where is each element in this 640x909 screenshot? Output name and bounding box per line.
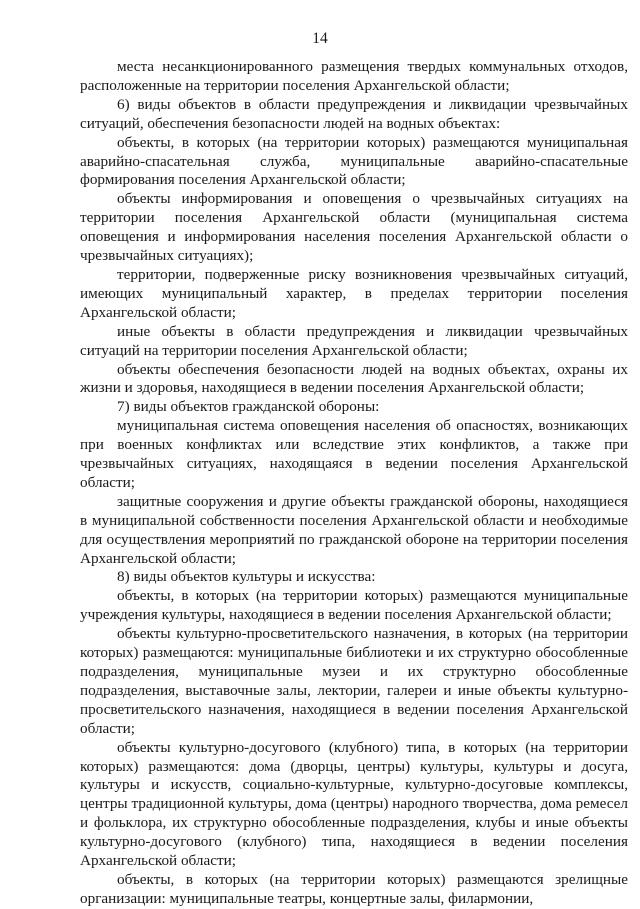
paragraph-alert-system: муниципальная система оповещения населения об опасностях, возникающих при военных конфликтах или вследствие этих конфликтов, а также при чрезвычайных ситуациях, находящаяся в ведении поселения Архангельской области; — [80, 417, 628, 491]
page-number: 14 — [312, 30, 328, 47]
document-body — [80, 58, 628, 909]
paragraph-risk-territories: территории, подверженные риску возникновения чрезвычайных ситуаций, имеющих муниципальный характер, в пределах территории поселения Архангельской области; — [80, 265, 628, 321]
paragraph-culture-institutions: объекты, в которых (на территории которых) размещаются муниципальные учреждения культуры, находящиеся в ведении поселения Архангельской области; — [80, 587, 628, 624]
paragraph-warning-system: объекты информирования и оповещения о чрезвычайных ситуациях на территории поселения Архангельской области (муниципальная система оповещения и информирования населения поселения Архангельской области о чрезвычайных ситуациях); — [80, 190, 628, 265]
paragraph-water-safety: объекты обеспечения безопасности людей на водных объектах, охраны их жизни и здоровья, находящиеся в ведении поселения Архангельской области; — [80, 360, 628, 397]
paragraph-landfill-sites: места несанкционированного размещения твердых коммунальных отходов, расположенные на территории поселения Архангельской области; — [80, 58, 628, 94]
paragraph-protective-structures: защитные сооружения и другие объекты гражданской обороны, находящиеся в муниципальной собственности поселения Архангельской области и необходимые для осуществления мероприятий по гражданской обороне на территории поселения Архангельской области; — [80, 492, 628, 567]
paragraph-leisure-objects: объекты культурно-досугового (клубного) типа, в которых (на территории которых) размещаются: дома (дворцы, центры) культуры, культуры и досуга, культуры и искусств, социально-культурные, культурно-досуговые комплексы, центры традиционной культуры, дома (центры) народного творчества, дома ремесел и фольклора, их структурно обособленные подразделения, клубы и иные объекты культурно-досугового (клубного) типа, находящиеся в ведении поселения Архангельской области; — [80, 738, 628, 870]
paragraph-entertainment-organizations: объекты, в которых (на территории которых) размещаются зрелищные организации: муниципальные театры, концертные залы, филармонии, — [80, 870, 628, 907]
paragraph-culture-heading: 8) виды объектов культуры и искусства: — [117, 568, 376, 586]
paragraph-other-emergency-objects: иные объекты в области предупреждения и ликвидации чрезвычайных ситуаций на территории поселения Архангельской области; — [80, 322, 628, 359]
paragraph-rescue-service: объекты, в которых (на территории которых) размещаются муниципальная аварийно-спасательная служба, муниципальные аварийно-спасательные формирования поселения Архангельской области; — [80, 133, 628, 189]
paragraph-educational-objects: объекты культурно-просветительского назначения, в которых (на территории которых) размещаются: муниципальные библиотеки и их структурно обособленные подразделения, муниципальные музеи и их структурно обособленные подразделения, выставочные залы, лектории, галереи и иные объекты культурно-просветительского назначения, находящиеся в ведении поселения Архангельской области; — [80, 625, 628, 737]
paragraph-emergency-heading: 6) виды объектов в области предупреждения и ликвидации чрезвычайных ситуаций, обеспечения безопасности людей на водных объектах: — [80, 95, 628, 132]
paragraph-civil-defense-heading: 7) виды объектов гражданской обороны: — [117, 398, 380, 416]
